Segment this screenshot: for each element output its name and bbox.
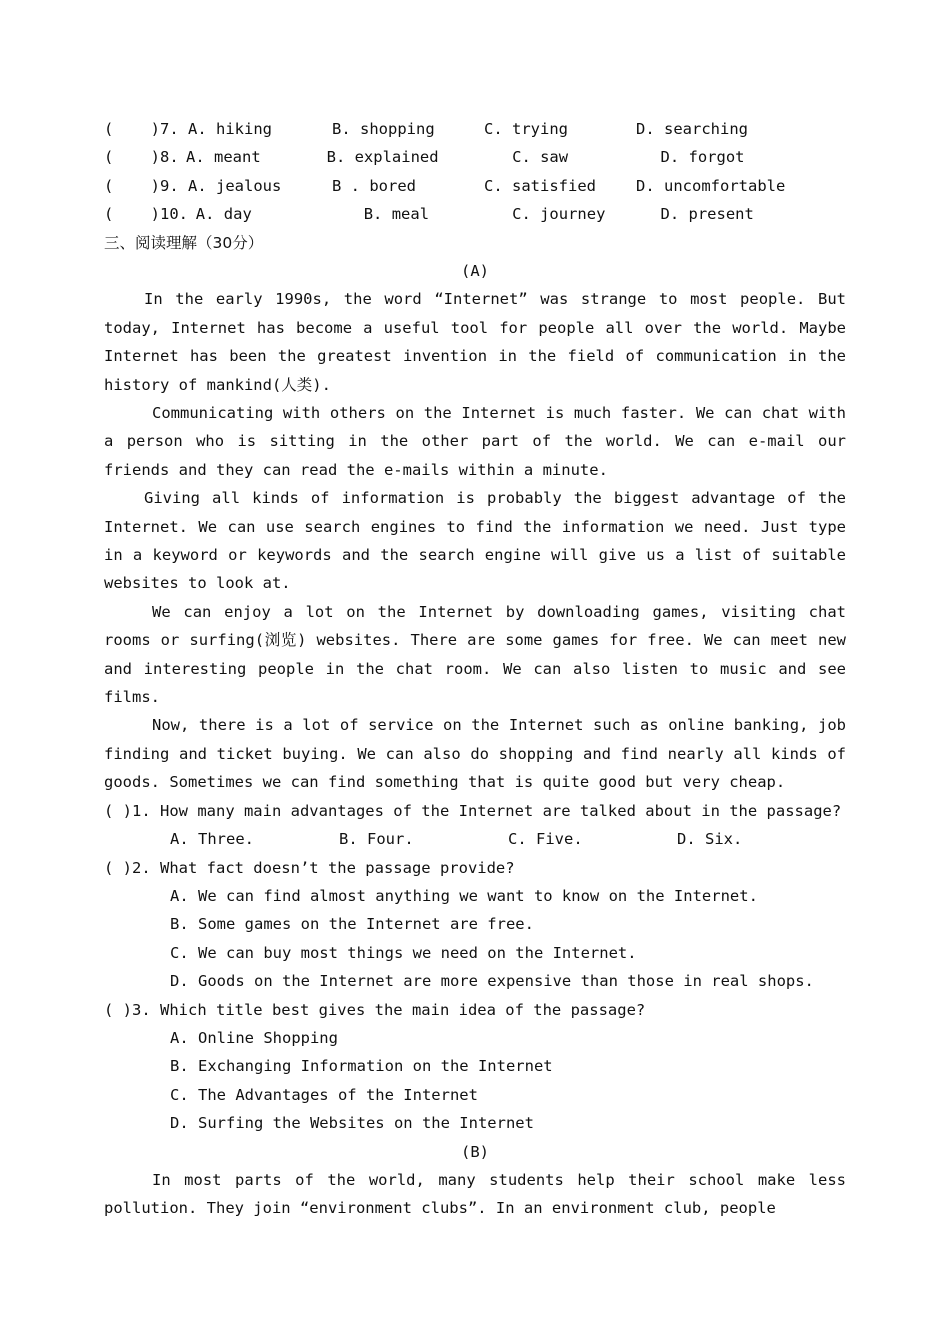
question-3-stem: ( )3. Which title best gives the main idea of the passage? bbox=[104, 1000, 646, 1019]
question-1-stem: ( )1. How many main advantages of the Internet are talked about in the passage? bbox=[104, 801, 842, 820]
cloze-row-9 bbox=[104, 172, 846, 200]
question-2-option-c: C. We can buy most things we need on the Internet. bbox=[170, 943, 637, 962]
cloze-8-d: D. forgot bbox=[660, 148, 745, 167]
cloze-8-a: A. meant bbox=[186, 148, 261, 167]
cloze-9-num: ( )9. bbox=[104, 176, 179, 195]
cloze-10-d: D. present bbox=[660, 205, 754, 224]
question-3-option-d: D. Surfing the Websites on the Internet bbox=[170, 1114, 534, 1133]
cloze-9-b: B . bored bbox=[332, 176, 416, 195]
cloze-7-a: A. hiking bbox=[188, 120, 272, 138]
question-1-option-a: A. Three. bbox=[170, 830, 254, 849]
cloze-9-a: A. jealous bbox=[188, 176, 282, 195]
passage-a-paragraph-3: Giving all kinds of information is probably the biggest advantage of the Internet. We can use search engines to find the information we need. Just type in a keyword or keywords and the search engine will give us a list of suitable websites to look at. bbox=[104, 489, 846, 593]
cloze-7-d: D. searching bbox=[636, 120, 748, 138]
cloze-9-d: D. uncomfortable bbox=[636, 176, 786, 195]
question-2-option-b: B. Some games on the Internet are free. bbox=[170, 915, 534, 934]
cloze-10-c: C. journey bbox=[512, 205, 606, 224]
cloze-10-num: ( )10. bbox=[104, 205, 188, 224]
exam-page bbox=[104, 115, 846, 1223]
question-1-option-d: D. Six. bbox=[677, 830, 743, 849]
cloze-7-num: ( )7. bbox=[104, 120, 179, 138]
question-1-options bbox=[104, 825, 846, 853]
passage-a-paragraph-2: Communicating with others on the Internet is much faster. We can chat with a person who is sitting in the other part of the world. We can e-mail our friends and they can read the e-mails within a minute. bbox=[104, 404, 846, 479]
cloze-row-8 bbox=[104, 143, 846, 171]
passage-b-paragraph-1: In most parts of the world, many students help their school make less pollution. They join “environment clubs”. In an environment club, people bbox=[104, 1170, 846, 1218]
question-2-option-d: D. Goods on the Internet are more expensive than those in real shops. bbox=[170, 972, 814, 991]
question-3-option-b: B. Exchanging Information on the Internet bbox=[170, 1057, 553, 1076]
question-1-option-b: B. Four. bbox=[339, 830, 414, 849]
passage-a-paragraph-4: We can enjoy a lot on the Internet by downloading games, visiting chat rooms or surfing(浏览) websites. There are some games for free. We can meet new and interesting people in the chat room. We can also listen to music and see films. bbox=[104, 602, 846, 707]
cloze-8-c: C. saw bbox=[512, 148, 569, 167]
passage-a-paragraph-5: Now, there is a lot of service on the Internet such as online banking, job finding and ticket buying. We can also do shopping and find nearly all kinds of goods. Sometimes we can find something that is quite good but very cheap. bbox=[104, 716, 846, 792]
question-3-option-a: A. Online Shopping bbox=[170, 1028, 338, 1047]
question-2-stem: ( )2. What fact doesn’t the passage provide? bbox=[104, 858, 515, 877]
cloze-9-c: C. satisfied bbox=[484, 176, 596, 195]
passage-a-paragraph-1: In the early 1990s, the word “Internet” was strange to most people. But today, Internet has become a useful tool for people all over the world. Maybe Internet has been the greatest invention in the field of communication in the history of mankind(人类). bbox=[104, 290, 846, 394]
cloze-7-c: C. trying bbox=[484, 120, 568, 138]
question-1-option-c: C. Five. bbox=[508, 830, 583, 849]
question-3-option-c: C. The Advantages of the Internet bbox=[170, 1085, 478, 1104]
cloze-10-a: A. day bbox=[195, 205, 252, 224]
passage-a-label: (A) bbox=[461, 261, 489, 280]
cloze-8-b: B. explained bbox=[326, 148, 439, 167]
section-title: 三、阅读理解（30分） bbox=[104, 233, 264, 252]
cloze-row-10 bbox=[104, 200, 846, 228]
cloze-8-num: ( )8. bbox=[104, 148, 179, 167]
passage-b-label: (B) bbox=[461, 1142, 489, 1161]
cloze-10-b: B. meal bbox=[363, 205, 430, 224]
cloze-row-7 bbox=[104, 115, 846, 143]
cloze-7-b: B. shopping bbox=[332, 120, 435, 138]
question-2-option-a: A. We can find almost anything we want to know on the Internet. bbox=[170, 886, 758, 905]
